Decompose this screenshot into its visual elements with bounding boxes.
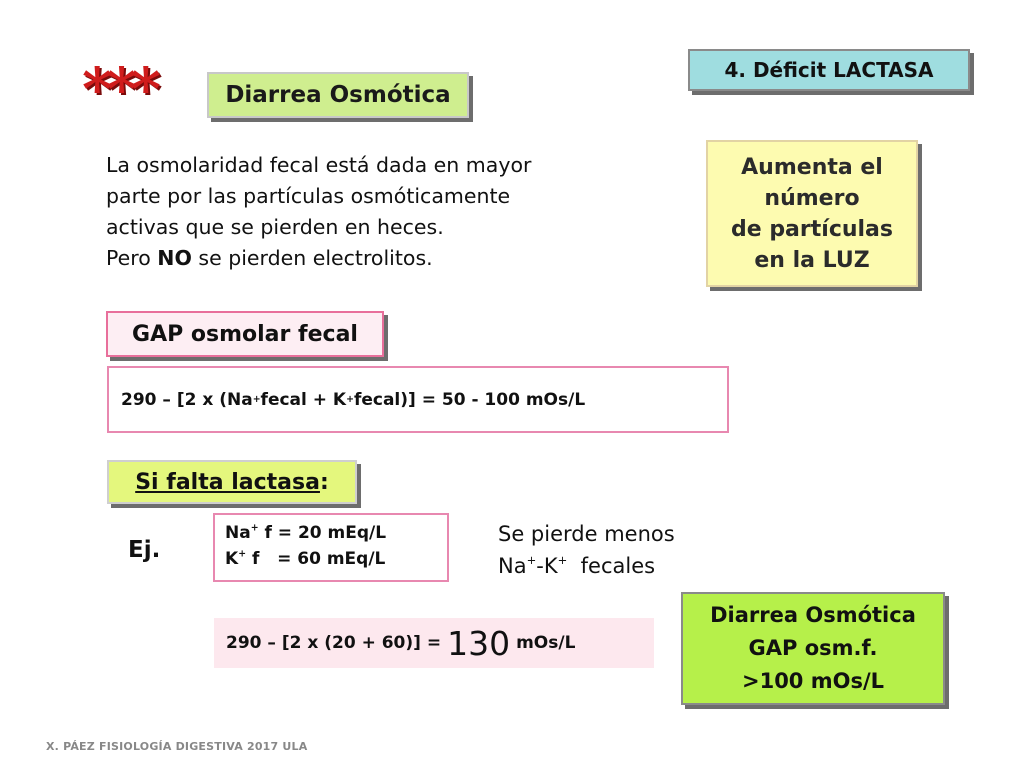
formula-text: fecal)] = 50 - 100 mOs/L (353, 389, 586, 410)
result-line: >100 mOs/L (741, 669, 885, 693)
example-label: Ej. (128, 537, 161, 563)
explanation-paragraph (106, 150, 626, 274)
value-text: Na (225, 523, 251, 543)
value-text: f = 60 mEq/L (246, 549, 386, 569)
topic-label: 4. Déficit LACTASA (724, 58, 934, 82)
footer-credit: X. PÁEZ FISIOLOGÍA DIGESTIVA 2017 ULA (46, 740, 308, 753)
potassium-value (225, 546, 447, 572)
note-text: Na (498, 554, 527, 578)
gap-title: GAP osmolar fecal (132, 321, 358, 347)
result-value: 130 (447, 623, 511, 663)
emphasis-no: NO (157, 246, 192, 270)
paragraph-text: Pero (106, 246, 158, 270)
result-line: Diarrea Osmótica (710, 603, 916, 627)
lactasa-label: Si falta lactasa (135, 469, 320, 495)
title-box (207, 72, 469, 118)
result-box (681, 592, 945, 705)
superscript: + (526, 552, 537, 567)
paragraph-line (106, 243, 626, 274)
callout-line: Aumenta el (741, 154, 883, 180)
callout-line: en la LUZ (754, 247, 870, 273)
callout-line: de partículas (730, 216, 893, 242)
lactasa-box (107, 460, 357, 504)
sodium-value (225, 520, 447, 546)
paragraph-text: se pierden electrolitos. (191, 246, 433, 270)
superscript: + (250, 522, 259, 534)
note-text: -K (536, 554, 558, 578)
paragraph-line: activas que se pierden en heces. (106, 215, 444, 239)
callout-line: número (764, 185, 860, 211)
lactasa-colon: : (319, 469, 329, 495)
gap-title-box (106, 311, 384, 357)
slide-title: Diarrea Osmótica (225, 82, 451, 108)
decorative-stars: *** (82, 55, 155, 123)
electrolyte-note (498, 518, 675, 582)
paragraph-line: parte por las partículas osmóticamente (106, 184, 511, 208)
paragraph-line: La osmolaridad fecal está dada en mayor (106, 153, 532, 177)
formula-text: 290 – [2 x (20 + 60)] = (226, 633, 442, 653)
luz-callout-box (706, 140, 918, 287)
formula-text: fecal + K (260, 389, 347, 410)
value-text: f = 20 mEq/L (258, 523, 387, 543)
example-values-box (213, 513, 449, 582)
result-line: GAP osm.f. (748, 636, 878, 660)
topic-box (688, 49, 970, 91)
note-line: Se pierde menos (498, 522, 675, 546)
formula-unit: mOs/L (516, 633, 576, 653)
example-formula-box (214, 618, 654, 668)
gap-formula-box: 290 – [2 x (Na + fecal + K + fecal)] = 50 - 100 mOs/L (107, 366, 729, 433)
note-line (498, 550, 675, 582)
superscript: + (238, 548, 247, 560)
superscript: + (557, 552, 568, 567)
formula-text: 290 – [2 x (Na (121, 389, 253, 410)
note-text: fecales (567, 554, 656, 578)
value-text: K (225, 549, 239, 569)
